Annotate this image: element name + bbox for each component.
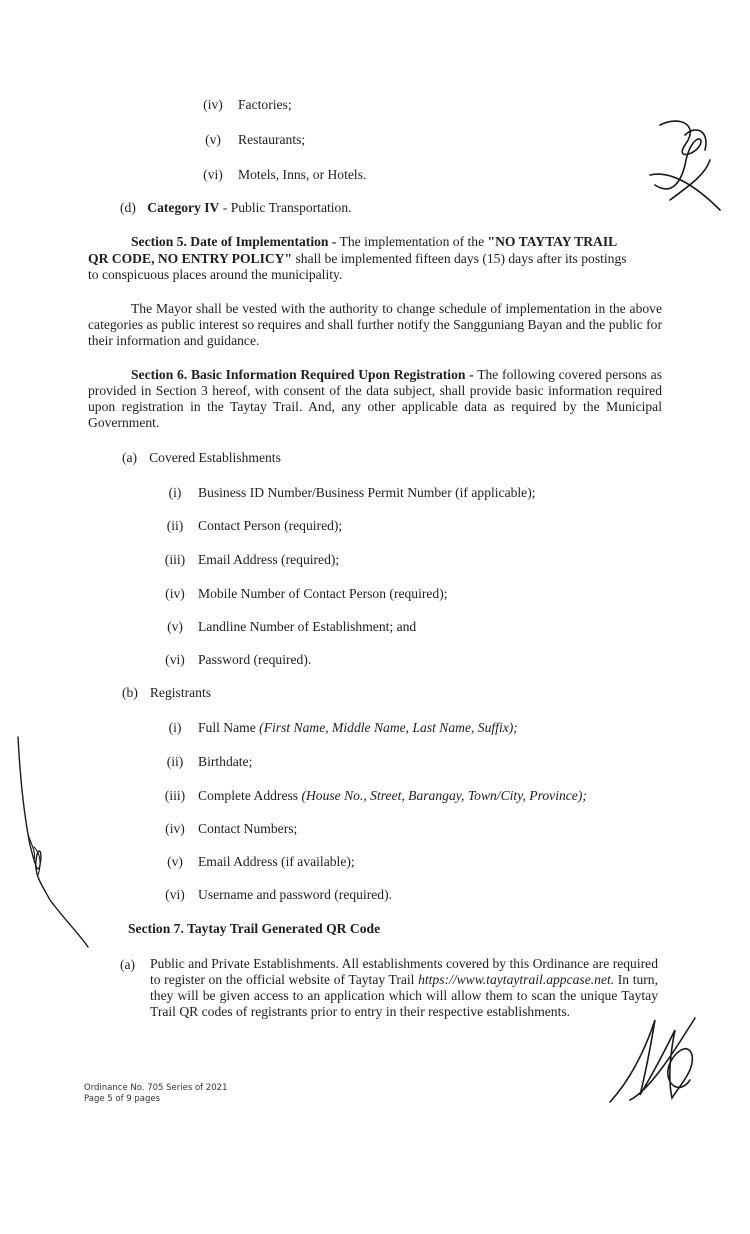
- list-item: (vi) Password (required).: [165, 652, 312, 667]
- section-5-line-3: to conspicuous places around the municipality.: [88, 267, 343, 282]
- section-6-a-heading: (a) Covered Establishments: [122, 450, 281, 465]
- margin-signature-left: [10, 735, 100, 955]
- list-item: (ii) Birthdate;: [166, 754, 253, 769]
- section-6-paragraph: Section 6. Basic Information Required Upon Registration - The following covered persons as provided in Section 3 hereof, with consent of the data subject, shall provide basic information required upon registration in the Taytay Trail. And, any other applicable data as required by the Municipal Government.: [88, 367, 662, 430]
- handwritten-initials-top: [640, 115, 740, 215]
- list-item: (vi) Motels, Inns, or Hotels.: [203, 167, 367, 182]
- list-item: (iv) Mobile Number of Contact Person (required);: [165, 586, 448, 601]
- section-7-a-number: (a): [120, 957, 136, 972]
- list-item: (vi) Username and password (required).: [165, 887, 393, 902]
- section-7-heading: Section 7. Taytay Trail Generated QR Code: [128, 921, 381, 936]
- list-item: (i) Business ID Number/Business Permit Number (if applicable);: [168, 485, 536, 500]
- list-item: (v) Restaurants;: [205, 132, 306, 147]
- section-7-a-paragraph: Public and Private Establishments. All establishments covered by this Ordinance are required to register on the official website of Taytay Trail https://www.taytaytrail.appcase.net. In turn, they will be given access to an application which will allow them to scan the unique Taytay Trail QR codes of registrants prior to entry in their respective establishments.: [150, 956, 659, 1019]
- footer-ordinance-number: Ordinance No. 705 Series of 2021: [84, 1083, 228, 1093]
- category-iv-item: (d) Category IV - Public Transportation.: [120, 200, 352, 215]
- list-item: (i) Full Name (First Name, Middle Name, Last Name, Suffix);: [168, 720, 518, 735]
- list-item: (iv) Factories;: [203, 97, 292, 112]
- list-item: (iv) Contact Numbers;: [165, 821, 298, 836]
- list-item: (iii) Complete Address (House No., Street, Barangay, Town/City, Province);: [164, 788, 587, 803]
- footer-page-number: Page 5 of 9 pages: [84, 1094, 161, 1104]
- list-item: (v) Landline Number of Establishment; and: [167, 619, 417, 634]
- list-item: (v) Email Address (if available);: [167, 854, 355, 869]
- section-5-line-2: QR CODE, NO ENTRY POLICY" shall be implemented fifteen days (15) days after its postings: [88, 251, 627, 266]
- list-item: (ii) Contact Person (required);: [166, 518, 343, 533]
- section-5-paragraph-2: The Mayor shall be vested with the authority to change schedule of implementation in the above categories as public interest so requires and shall further notify the Sangguniang Bayan and the public for their information and guidance.: [88, 301, 662, 348]
- section-6-b-heading: (b) Registrants: [122, 685, 212, 700]
- list-item: (iii) Email Address (required);: [164, 552, 340, 567]
- section-5-line-1: Section 5. Date of Implementation - The implementation of the "NO TAYTAY TRAIL: [131, 234, 618, 249]
- handwritten-signature-bottom: [600, 1010, 710, 1110]
